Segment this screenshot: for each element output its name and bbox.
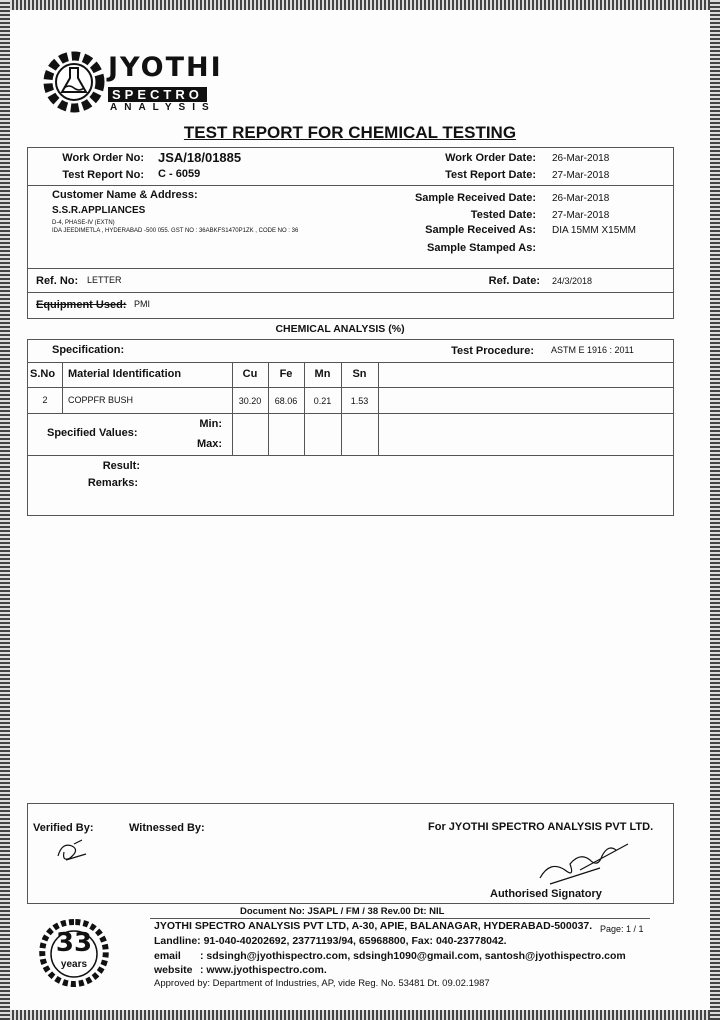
footer-divider [150, 918, 650, 919]
ref-no: LETTER [87, 275, 122, 285]
equipment-label: Equipment Used: [36, 299, 127, 311]
test-report-date-label: Test Report Date: [445, 169, 536, 181]
work-order-date: 26-Mar-2018 [552, 153, 610, 164]
scan-edge-right [710, 0, 720, 1020]
test-report-date: 27-Mar-2018 [552, 170, 610, 181]
footer-divider [27, 903, 673, 904]
test-procedure: ASTM E 1916 : 2011 [551, 345, 634, 355]
badge-label: years [60, 959, 88, 970]
divider [27, 362, 673, 363]
customer-label: Customer Name & Address: [52, 189, 198, 201]
col-divider [378, 362, 379, 455]
result-label: Result: [102, 460, 140, 472]
divider [27, 185, 673, 186]
divider [27, 292, 673, 293]
max-label: Max: [196, 438, 222, 450]
scan-edge-bottom [0, 1010, 720, 1020]
divider [27, 268, 673, 269]
customer-name: S.S.R.APPLIANCES [52, 205, 146, 216]
table-cell-sn: 1.53 [350, 396, 369, 406]
scan-edge-top [0, 0, 720, 10]
divider [27, 387, 673, 388]
table-header-mn: Mn [314, 368, 331, 380]
footer-company-address: JYOTHI SPECTRO ANALYSIS PVT LTD, A-30, APIE, BALANAGAR, HYDERABAD-500037. [154, 920, 593, 932]
document-number: Document No: JSAPL / FM / 38 Rev.00 Dt: NIL [240, 906, 445, 917]
test-procedure-label: Test Procedure: [451, 345, 534, 357]
specified-values-label: Specified Values: [47, 427, 138, 439]
table-header-sn: Sn [352, 368, 367, 380]
scan-edge-left [0, 0, 10, 1020]
col-divider [62, 362, 63, 388]
footer-email[interactable]: : sdsingh@jyothispectro.com, sdsingh1090@gmail.com, santosh@jyothispectro.com [200, 950, 626, 962]
remarks-label: Remarks: [87, 477, 138, 489]
table-header-sno: S.No [30, 368, 56, 380]
table-cell-material: COPPFR BUSH [68, 395, 134, 405]
table-cell-mn: 0.21 [313, 396, 332, 406]
analysis-title: CHEMICAL ANALYSIS (%) [275, 323, 405, 335]
table-header-cu: Cu [242, 368, 258, 380]
table-cell-fe: 68.06 [274, 396, 298, 406]
tested-date-label: Tested Date: [470, 209, 536, 221]
customer-address-1: D-4, PHASE-IV (EXTN) [52, 220, 115, 226]
work-order-date-label: Work Order Date: [445, 152, 536, 164]
verified-signature [52, 836, 92, 871]
badge-number: 33 [55, 928, 93, 958]
page-number: Page: 1 / 1 [600, 924, 644, 934]
work-order-no-label: Work Order No: [62, 152, 144, 164]
company-logo-analysis: ANALYSIS [110, 102, 216, 113]
ref-no-label: Ref. No: [36, 275, 79, 287]
specification-label: Specification: [52, 344, 125, 356]
footer-website[interactable]: : www.jyothispectro.com. [200, 964, 327, 976]
footer-landline: Landline: 91-040-40202692, 23771193/94, 65968800, Fax: 040-23778042. [154, 935, 507, 947]
verified-by-label: Verified By: [33, 822, 94, 834]
divider [27, 413, 673, 414]
sample-received-date-label: Sample Received Date: [414, 192, 536, 204]
sample-received-date: 26-Mar-2018 [552, 193, 610, 204]
report-title: TEST REPORT FOR CHEMICAL TESTING [183, 123, 517, 142]
footer-email-label: email [154, 950, 181, 962]
company-logo-name: JYOTHI [108, 52, 223, 83]
table-cell-cu: 30.20 [238, 396, 262, 406]
customer-address-2: IDA JEEDIMETLA , HYDERABAD -500 055. GST NO : 36ABKFS1470P1ZK , CODE NO : 36 [52, 228, 299, 234]
tested-date: 27-Mar-2018 [552, 210, 610, 221]
sample-received-as: DIA 15MM X15MM [552, 225, 636, 236]
footer-website-label: website [154, 964, 193, 976]
sample-received-as-label: Sample Received As: [425, 224, 536, 236]
min-label: Min: [199, 418, 222, 430]
footer-approval: Approved by: Department of Industries, AP, vide Reg. No. 53481 Dt. 09.02.1987 [154, 978, 490, 989]
work-order-no: JSA/18/01885 [158, 150, 242, 165]
for-company-label: For JYOTHI SPECTRO ANALYSIS PVT LTD. [428, 821, 654, 833]
authorised-signatory-label: Authorised Signatory [490, 888, 602, 900]
divider [27, 455, 673, 456]
table-header-material: Material Identification [68, 368, 182, 380]
witnessed-by-label: Witnessed By: [129, 822, 205, 834]
company-logo-spectro: SPECTRO [108, 86, 207, 104]
ref-date: 24/3/2018 [552, 276, 593, 286]
test-report-no-label: Test Report No: [62, 169, 144, 181]
sample-stamped-as-label: Sample Stamped As: [426, 242, 536, 254]
table-header-fe: Fe [279, 368, 293, 380]
company-logo-icon [42, 50, 106, 114]
ref-date-label: Ref. Date: [488, 275, 540, 287]
authorised-signature [520, 830, 640, 895]
test-report-no: C - 6059 [158, 168, 201, 180]
equipment-value: PMI [134, 299, 151, 309]
table-cell-sno: 2 [42, 395, 48, 405]
